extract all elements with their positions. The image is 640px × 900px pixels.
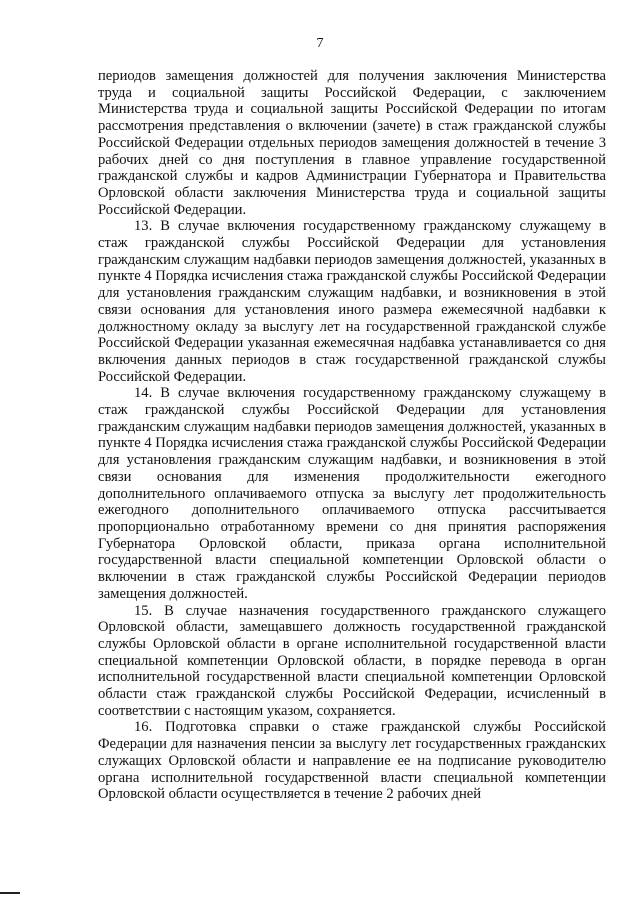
paragraph-14: 14. В случае включения государственному гражданскому служащему в стаж гражданской службы Российской Федерации для установления гражданским служащим надбавки периодов замещения должностей, указанных в пункте 4 Порядка исчисления стажа гражданской службы Российской Федерации для установления гражданским служащим надбавки, и возникновения в этой связи основания для изменения продолжительности ежегодного дополнительного оплачиваемого отпуска за выслугу лет продолжительность ежегодного дополнительного оплачиваемого отпуска рассчитывается пропорционально отработанному времени со дня принятия распоряжения Губернатора Орловской области, приказа органа исполнительной государственной власти специальной компетенции Орловской области о включении в стаж гражданской службы Российской Федерации периодов замещения должностей. bbox=[98, 385, 606, 602]
page-number: 7 bbox=[316, 36, 324, 51]
paragraph-continuation: периодов замещения должностей для получения заключения Министерства труда и социальной защиты Российской Федерации, с заключением Министерства труда и социальной защиты Российской Федерации по итогам рассмотрения представления о включении (зачете) в стаж гражданской службы Российской Федерации отдельных периодов замещения должностей в течение 3 рабочих дней со дня поступления в главное управление государственной гражданской службы и кадров Администрации Губернатора и Правительства Орловской области заключения Министерства труда и социальной защиты Российской Федерации. bbox=[98, 68, 606, 218]
paragraph-15: 15. В случае назначения государственного гражданского служащего Орловской области, замещавшего должность государственной гражданской службы Орловской области в органе исполнительной государственной власти специальной компетенции Орловской области, в порядке перевода в орган исполнительной государственной власти специальной компетенции Орловской области стаж гражданской службы Российской Федерации, исчисленный в соответствии с настоящим указом, сохраняется. bbox=[98, 602, 606, 719]
paragraph-16: 16. Подготовка справки о стаже гражданской службы Российской Федерации для назначения пенсии за выслугу лет государственных гражданских служащих Орловской области и направление ее на подписание руководителю органа исполнительной государственной власти специальной компетенции Орловской области осуществляется в течение 2 рабочих дней bbox=[98, 719, 606, 803]
document-body bbox=[98, 68, 606, 803]
margin-mark bbox=[0, 892, 20, 894]
paragraph-13: 13. В случае включения государственному гражданскому служащему в стаж гражданской службы Российской Федерации для установления гражданским служащим надбавки периодов замещения должностей, указанных в пункте 4 Порядка исчисления стажа гражданской службы Российской Федерации для установления гражданским служащим надбавки, и возникновения в этой связи основания для установления иного размера ежемесячной надбавки к должностному окладу за выслугу лет на государственной гражданской службе Российской Федерации указанная ежемесячная надбавка устанавливается со дня включения данных периодов в стаж государственной гражданской службы Российской Федерации. bbox=[98, 218, 606, 385]
